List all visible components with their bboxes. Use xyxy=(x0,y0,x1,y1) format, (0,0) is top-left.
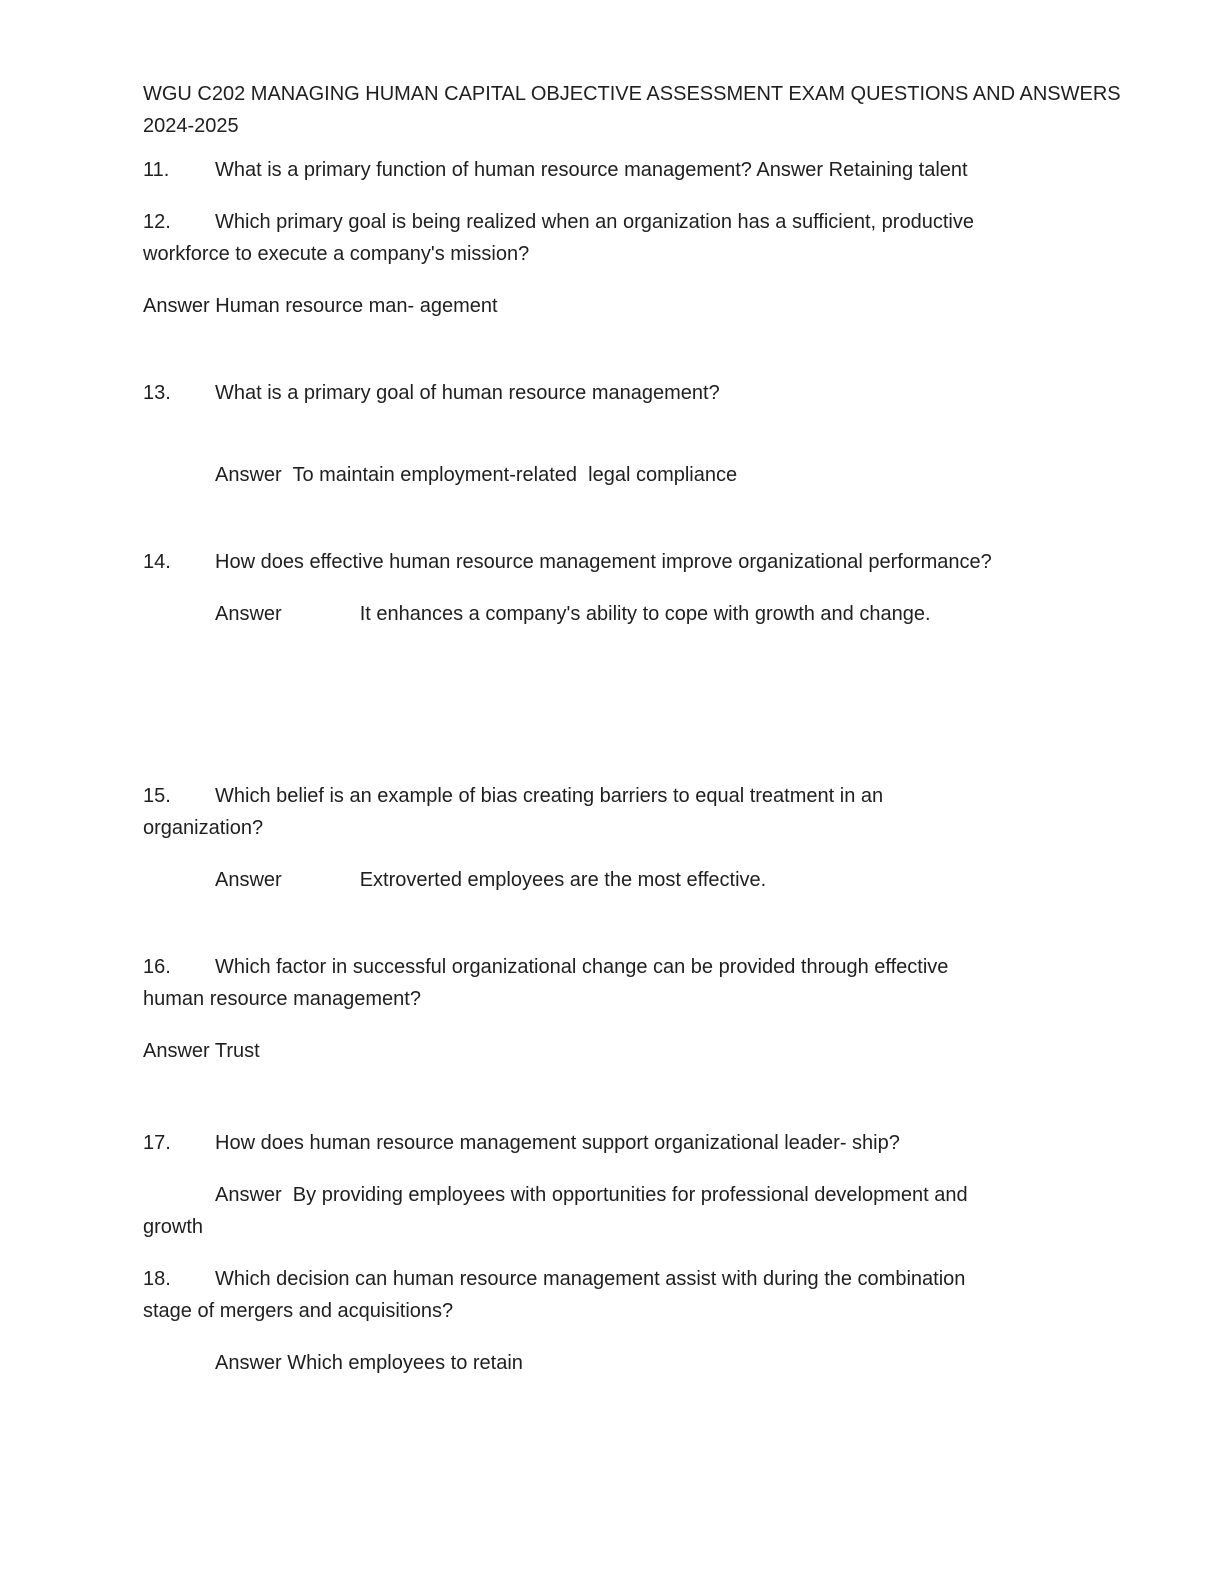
qa-item-16-answer xyxy=(143,1035,1080,1067)
question-text: What is a primary function of human resource management? Answer Retaining talent xyxy=(215,159,968,181)
item-number: 13. xyxy=(143,382,171,404)
item-number: 17. xyxy=(143,1132,171,1154)
item-number: 11. xyxy=(143,159,170,181)
question-line xyxy=(143,377,1080,409)
question-text: What is a primary goal of human resource management? xyxy=(215,382,720,404)
answer-label: Answer xyxy=(215,603,282,625)
item-number: 16. xyxy=(143,956,171,978)
spacer xyxy=(143,916,1080,951)
question-line: human resource management? xyxy=(143,988,421,1010)
qa-item-12-answer xyxy=(143,290,1080,322)
question-line xyxy=(143,206,1080,238)
question-text: How does human resource management support organizational leader- ship? xyxy=(215,1132,900,1154)
question-line xyxy=(143,154,1080,186)
qa-item-15-answer xyxy=(143,864,1080,896)
question-line xyxy=(143,780,1080,812)
item-number: 12. xyxy=(143,211,171,233)
document-title xyxy=(143,78,1121,142)
qa-item-17-question xyxy=(143,1127,1080,1159)
answer-text: Answer Which employees to retain xyxy=(215,1352,523,1374)
spacer xyxy=(143,650,1080,780)
qa-item-12-question xyxy=(143,206,1080,270)
qa-item-14-question xyxy=(143,546,1080,578)
qa-item-18-answer xyxy=(143,1347,1080,1379)
qa-item-16-question xyxy=(143,951,1080,1015)
spacer xyxy=(143,342,1080,377)
qa-item-15-question xyxy=(143,780,1080,844)
question-line xyxy=(143,951,1080,983)
spacer xyxy=(143,429,1080,459)
answer-text: It enhances a company's ability to cope with growth and change. xyxy=(359,603,931,625)
answer-text: Extroverted employees are the most effective. xyxy=(359,869,767,891)
question-text: Which decision can human resource management assist with during the combination xyxy=(215,1268,966,1290)
qa-item-14-answer xyxy=(143,598,1080,630)
qa-item-18-question xyxy=(143,1263,1080,1327)
question-text: Which factor in successful organizational change can be provided through effective xyxy=(215,956,949,978)
document-title-line-1: WGU C202 MANAGING HUMAN CAPITAL OBJECTIVE ASSESSMENT EXAM QUESTIONS AND ANSWERS xyxy=(143,83,1121,105)
question-line xyxy=(143,1263,1080,1295)
answer-text: Answer To maintain employment-related legal compliance xyxy=(215,464,738,486)
answer-line xyxy=(143,864,1080,896)
question-line: workforce to execute a company's mission? xyxy=(143,243,530,265)
answer-line xyxy=(143,598,1080,630)
answer-text: Answer Human resource man- agement xyxy=(143,295,498,317)
qa-item-17-answer xyxy=(143,1179,1080,1243)
question-line xyxy=(143,1127,1080,1159)
answer-label: Answer xyxy=(215,869,282,891)
question-text: How does effective human resource management improve organizational performance? xyxy=(215,551,992,573)
qa-item-13-answer xyxy=(143,459,1080,491)
spacer xyxy=(143,1087,1080,1127)
question-line xyxy=(143,546,1080,578)
answer-line: Answer By providing employees with opportunities for professional development and xyxy=(215,1184,968,1206)
question-line: organization? xyxy=(143,817,264,839)
document-title-line-2: 2024-2025 xyxy=(143,115,239,137)
spacer xyxy=(143,511,1080,546)
answer-line: growth xyxy=(143,1216,204,1238)
item-number: 18. xyxy=(143,1268,171,1290)
question-line: stage of mergers and acquisitions? xyxy=(143,1300,454,1322)
item-number: 15. xyxy=(143,785,171,807)
answer-text: Answer Trust xyxy=(143,1040,260,1062)
qa-item-13-question xyxy=(143,377,1080,409)
item-number: 14. xyxy=(143,551,171,573)
question-text: Which primary goal is being realized when an organization has a sufficient, productive xyxy=(215,211,974,233)
question-text: Which belief is an example of bias creating barriers to equal treatment in an xyxy=(215,785,884,807)
qa-item-11 xyxy=(143,154,1080,186)
